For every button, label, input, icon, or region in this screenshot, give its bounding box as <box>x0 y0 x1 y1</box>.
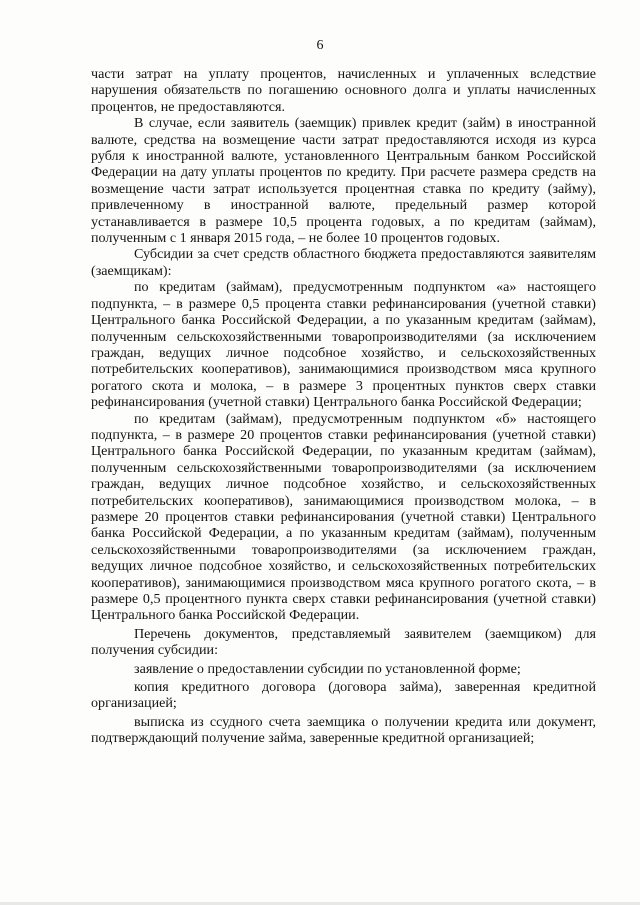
page-number: 6 <box>316 38 324 53</box>
paragraph-continuation: части затрат на уплату процентов, начисленных и уплаченных вследствие нарушения обязательств по погашению основного долга и уплаты начисленных процентов, не предоставляются. <box>91 66 596 115</box>
paragraph-regional-budget-subsidies: Субсидии за счет средств областного бюджета предоставляются заявителям (заемщикам): <box>91 246 596 279</box>
list-item-loan-account-statement: выписка из ссудного счета заемщика о получении кредита или документ, подтверждающий получение займа, заверенные кредитной организацией; <box>91 713 596 747</box>
document-body <box>91 66 596 747</box>
paragraph-subparagraph-a: по кредитам (займам), предусмотренным подпунктом «а» настоящего подпункта, – в размере 0,5 процента ставки рефинансирования (учетной ставки) Центрального банка Российской Федерации, а по указанным кредитам (займам), полученным сельскохозяйственными товаропроизводителями (за исключением граждан, ведущих личное подсобное хозяйство, и сельскохозяйственных потребительских кооперативов), занимающимися производством мяса крупного рогатого скота и молока, – в размере 3 процентных пунктов сверх ставки рефинансирования (учетной ставки) Центрального банка Российской Федерации; <box>91 279 596 411</box>
paragraph-documents-list-intro: Перечень документов, представляемый заявителем (заемщиком) для получения субсидии: <box>91 625 596 659</box>
list-item-loan-agreement-copy: копия кредитного договора (договора займа), заверенная кредитной организацией; <box>91 679 596 712</box>
list-item-application: заявление о предоставлении субсидии по установленной форме; <box>134 660 521 677</box>
paragraph-subparagraph-b: по кредитам (займам), предусмотренным подпунктом «б» настоящего подпункта, – в размере 20 процентов ставки рефинансирования (учетной ставки) Центрального банка Российской Федерации, по указанным кредитам (займам), полученным сельскохозяйственными товаропроизводителями (за исключением граждан, ведущих личное подсобное хозяйство, и сельскохозяйственных потребительских кооперативов), занимающимися производством молока, – в размере 20 процентов ставки рефинансирования (учетной ставки) Центрального банка Российской Федерации, а по указанным кредитам (займам), полученным сельскохозяйственными товаропроизводителями (за исключением граждан, ведущих личное подсобное хозяйство, и сельскохозяйственных потребительских кооперативов), занимающимися производством мяса крупного рогатого скота, – в размере 0,5 процентного пункта сверх ставки рефинансирования (учетной ставки) Центрального банка Российской Федерации. <box>91 410 596 624</box>
paragraph-foreign-currency: В случае, если заявитель (заемщик) привлек кредит (займ) в иностранной валюте, средства на возмещение части затрат предоставляются исходя из курса рубля к иностранной валюте, установленного Центральным банком Российской Федерации на дату уплаты процентов по кредиту. При расчете размера средств на возмещение части затрат используется процентная ставка по кредиту (займу), привлеченному в иностранной валюте, предельный размер которой устанавливается в размере 10,5 процента годовых, а по кредитам (займам), полученным с 1 января 2015 года, – не более 10 процентов годовых. <box>91 115 596 247</box>
